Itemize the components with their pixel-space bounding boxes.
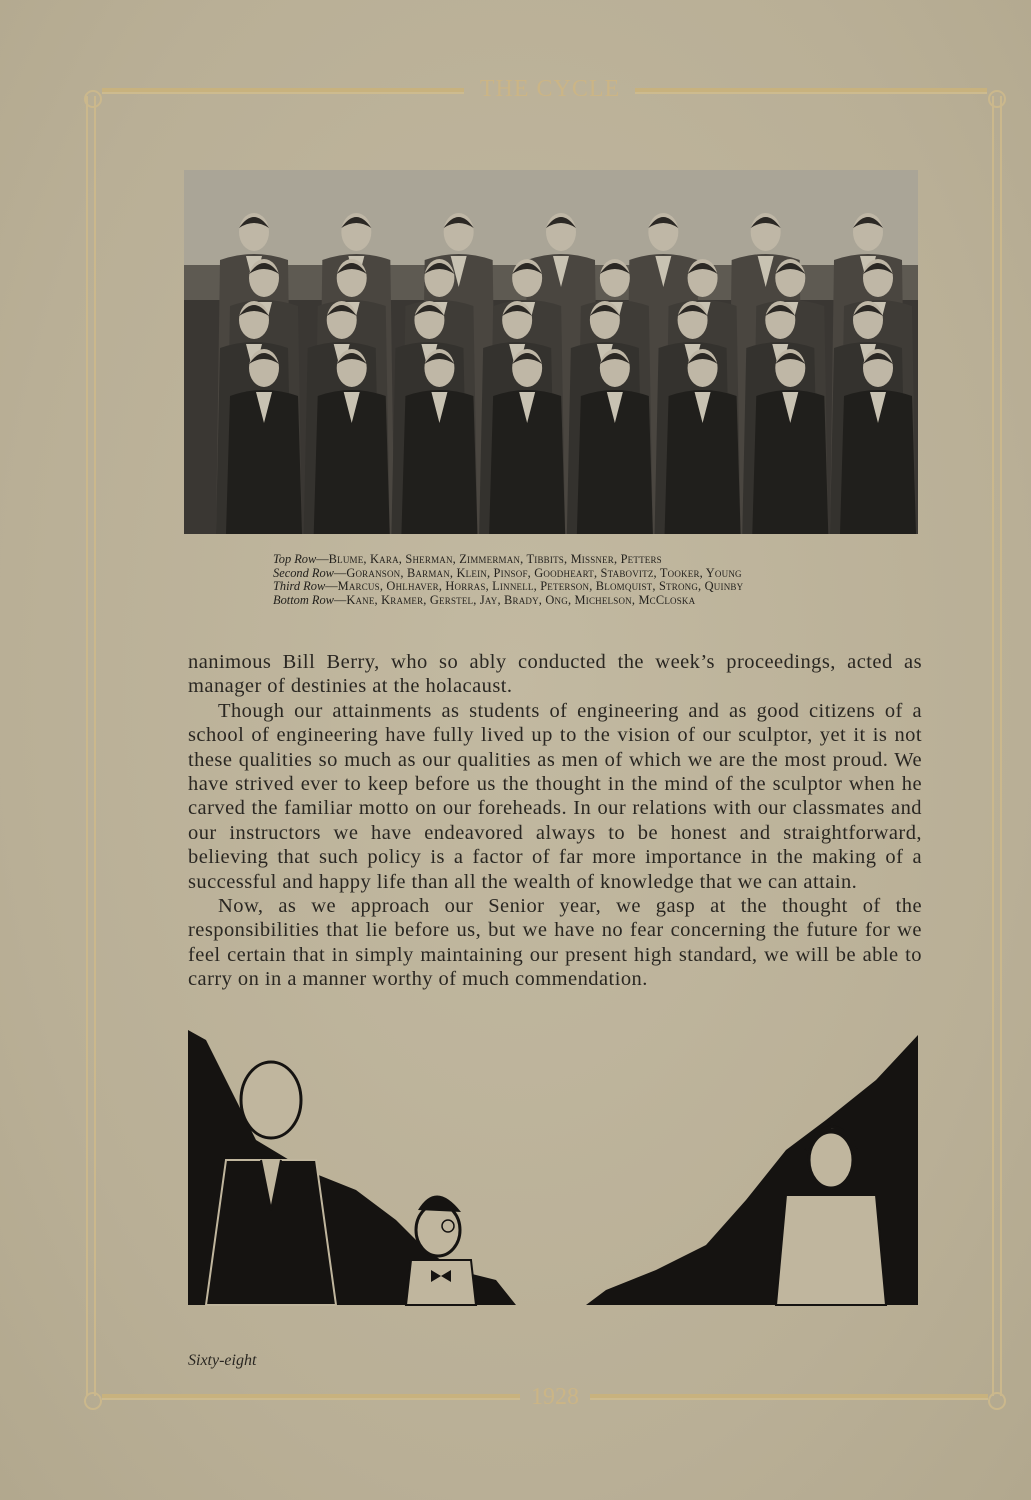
header-frame [90,76,1000,102]
caption-row-second: Second Row—Goranson, Barman, Klein, Pinsof, Goodheart, Stabovitz, Tooker, Young [273,565,742,580]
caption-row-label: Second Row [273,565,334,580]
paragraph: Though our attainments as students of engineering and as good citizens of a school of engineering have fully lived up to the vision of our sculptor, yet it is not these qualities so much as our qualities as men of which we are the most proud. We have strived ever to keep before us the thought in the mind of the sculptor when he carved the familiar motto on our foreheads. In our relations with our classmates and our instructors we have endeavored always to be honest and straightforward, believing that such policy is a factor of far more importance in the making of a successful and happy life than all the wealth of knowledge that we can attain. [188,699,922,893]
caption-row-names: Blume, Kara, Sherman, Zimmerman, Tibbits, Missner, Petters [328,552,662,566]
caption-row-label: Bottom Row [273,592,334,607]
paragraph-continuation: nanimous Bill Berry, who so ably conducted the week’s proceedings, acted as manager of destinies at the holacaust. [188,651,922,698]
frame-side-left [86,96,96,1396]
woodcut-illustration [186,1020,921,1310]
caption-row-names: Kane, Kramer, Gerstel, Jay, Brady, Ong, Michelson, McCloska [346,592,696,607]
frame-corner-ornament [84,1392,102,1410]
caption-row-label: Top Row [273,552,317,566]
body-text [188,650,922,992]
header-rule-right [635,88,987,94]
photo-caption [273,553,893,607]
footer-rule-right [590,1394,988,1400]
frame-side-right [992,96,1002,1396]
header-rule-left [102,88,464,94]
page-number: Sixty-eight [188,1352,257,1369]
caption-row-names: Marcus, Ohlhaver, Horras, Linnell, Peterson, Blomquist, Strong, Quinby [337,579,744,593]
illustration-graphic [186,1020,921,1310]
publication-year: 1928 [531,1384,579,1410]
caption-row-top: Top Row—Blume, Kara, Sherman, Zimmerman, Tibbits, Missner, Petters [273,552,662,566]
publication-title: THE CYCLE [479,76,621,102]
footer-rule-left [102,1394,520,1400]
caption-row-names: Goranson, Barman, Klein, Pinsof, Goodheart, Stabovitz, Tooker, Young [346,565,742,580]
paragraph: Now, as we approach our Senior year, we gasp at the thought of the responsibilities that lie before us, but we have no fear concerning the future for we feel certain that in simply maintaining our present high standard, we will be able to carry on in a manner worthy of much commendation. [188,895,922,991]
footer-frame [90,1384,1000,1410]
caption-row-label: Third Row [273,579,326,593]
group-photo [184,170,918,534]
group-photo-graphic [184,170,918,534]
caption-row-third: Third Row—Marcus, Ohlhaver, Horras, Linnell, Peterson, Blomquist, Strong, Quinby [273,579,744,593]
caption-row-bottom: Bottom Row—Kane, Kramer, Gerstel, Jay, Brady, Ong, Michelson, McCloska [273,592,696,607]
frame-corner-ornament [988,1392,1006,1410]
